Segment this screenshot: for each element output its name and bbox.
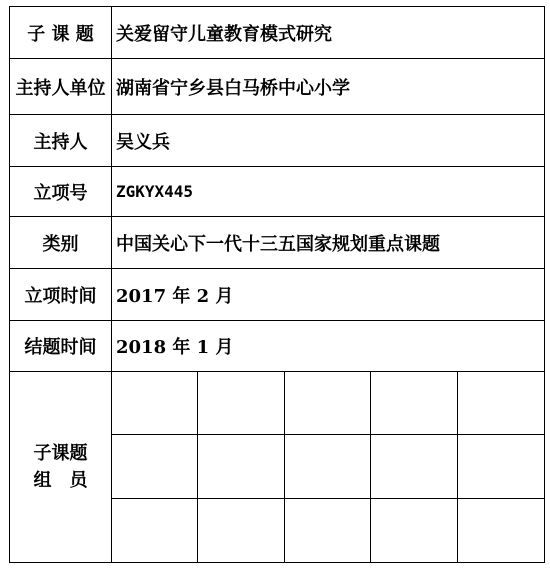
- member-cell[interactable]: [112, 435, 198, 498]
- row-start-date: [10, 269, 544, 321]
- member-cell[interactable]: [371, 435, 457, 498]
- member-cell[interactable]: [285, 435, 371, 498]
- member-cell[interactable]: [371, 499, 457, 562]
- row-host-unit: [10, 59, 544, 115]
- row-end-date: [10, 321, 544, 372]
- value-end-date: 2018 年 1 月: [116, 337, 234, 358]
- project-info-table: [9, 6, 545, 563]
- member-cell[interactable]: [371, 372, 457, 435]
- member-cell[interactable]: [198, 372, 284, 435]
- value-host-unit: 湖南省宁乡县白马桥中心小学: [116, 77, 350, 99]
- members-label-line1: 子课题: [33, 443, 88, 464]
- value-project-number: ZGKYX445: [116, 182, 194, 201]
- label-subtopic: 子 课 题: [10, 7, 112, 58]
- row-host: [10, 115, 544, 167]
- value-host: 吴义兵: [116, 131, 170, 153]
- row-category: [10, 217, 544, 269]
- member-cell[interactable]: [112, 372, 198, 435]
- members-grid: [112, 372, 544, 562]
- member-cell[interactable]: [285, 499, 371, 562]
- value-category: 中国关心下一代十三五国家规划重点课题: [116, 233, 440, 255]
- members-label-line2: 组 员: [33, 470, 88, 491]
- member-cell[interactable]: [285, 372, 371, 435]
- member-cell[interactable]: [198, 435, 284, 498]
- row-project-number: [10, 167, 544, 217]
- members-label: [10, 372, 112, 562]
- label-start-date: 立项时间: [10, 269, 112, 320]
- row-subtopic: [10, 7, 544, 59]
- label-category: 类别: [10, 217, 112, 268]
- label-end-date: 结题时间: [10, 321, 112, 371]
- value-subtopic: 关爱留守儿童教育模式研究: [116, 23, 332, 45]
- member-cell[interactable]: [458, 372, 544, 435]
- label-host: 主持人: [10, 115, 112, 166]
- label-project-number: 立项号: [10, 167, 112, 216]
- member-cell[interactable]: [112, 499, 198, 562]
- member-cell[interactable]: [458, 435, 544, 498]
- member-cell[interactable]: [198, 499, 284, 562]
- label-host-unit: 主持人单位: [10, 59, 112, 114]
- value-start-date: 2017 年 2 月: [116, 285, 234, 307]
- member-cell[interactable]: [458, 499, 544, 562]
